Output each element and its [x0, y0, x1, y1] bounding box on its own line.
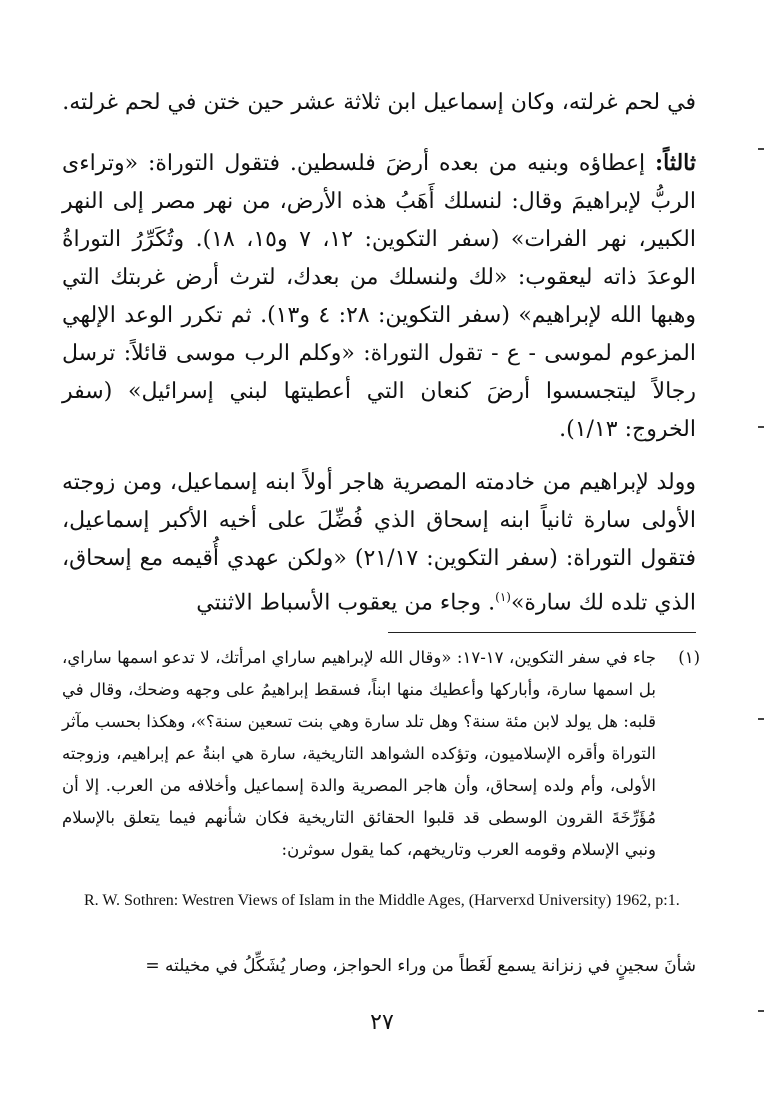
footnote-number: (١): [678, 648, 700, 667]
margin-mark: [758, 1010, 764, 1012]
footnote-reference: (١): [495, 590, 511, 604]
paragraph-3-text: وولد لإبراهيم من خادمته المصرية هاجر أولاً ابنه إسماعيل، ومن زوجته الأولى سارة ثانياً ابنه إسحاق الذي فُضِّلَ على أخيه الأكبر إسماعيل، فتقول التوراة: (سفر التكوين: ٢١/١٧) «ولكن عهدي أُقيمه مع إسحاق، الذي تلده لك سارة»: [62, 470, 696, 616]
paragraph-2: [62, 144, 696, 449]
margin-mark: [758, 426, 764, 428]
footnote-reference-citation: R. W. Sothren: Westren Views of Islam in the Middle Ages, (Harverxd University) 1962, p:1.: [84, 892, 680, 909]
paragraph-1: في لحم غرلته، وكان إسماعيل ابن ثلاثة عشر حين ختن في لحم غرلته.: [62, 90, 696, 115]
paragraph-3: [62, 464, 696, 622]
paragraph-2-text: إعطاؤه وبنيه من بعده أرضَ فلسطين. فتقول التوراة: «وتراءى الربُّ لإبراهيمَ وقال: لنسلك أَهَبُ هذه الأرض، من نهر مصر إلى النهر الكبير، نهر الفرات» (سفر التكوين: ١٢، ٧ و١٥، ١٨). وتُكَرِّرُ التوراةُ الوعدَ ذاته ليعقوب: «لك ولنسلك من بعدك، لترث أرض غربتك التي وهبها الله لإبراهيم» (سفر التكوين: ٢٨: ٤ و١٣). ثم تكرر الوعد الإلهي المزعوم لموسى - ع - تقول التوراة: «وكلم الرب موسى قائلاً: ترسل رجالاً ليتجسسوا أرضَ كنعان التي أعطيتها لبني إسرائيل» (سفر الخروج: ١/١٣).: [62, 151, 697, 442]
page-number: ٢٧: [370, 1010, 394, 1035]
margin-mark: [758, 718, 764, 720]
paragraph-2-lead: ثالثاً:: [655, 150, 696, 176]
footnote-divider: [388, 632, 696, 633]
margin-mark: [758, 148, 764, 150]
footnote-continuation: شأنَ سجينٍ في زنزانة يسمع لَغَطاً من وراء الحواجز، وصار يُشَكِّلُ في مخيلته =: [145, 956, 696, 976]
paragraph-3-tail: . وجاء من يعقوب الأسباط الاثنتي: [196, 590, 496, 616]
footnote-1: [62, 642, 700, 866]
footnote-1-text: جاء في سفر التكوين، ١٧-١٧: «وقال الله لإبراهيم ساراي امرأتك، لا تدعو اسمها ساراي، بل اسمها سارة، وأباركها وأعطيك منها ابناً، فسقط إبراهيمُ على وجهه وضحك، وقال في قلبه: هل يولد لابن مئة سنة؟ وهل تلد سارة وهي بنت تسعين سنة؟»، وهكذا بحسب مآثر التوراة وأقره الإسلاميون، وتؤكده الشواهد التاريخية، سارة هي ابنةُ عم إبراهيم، وزوجته الأولى، وأم ولده إسحاق، وأن هاجر المصرية والدة إسماعيل وأخلافه من العرب. إلا أن مُؤَرِّخَةَ القرون الوسطى قد قلبوا الحقائق التاريخية فكان شأنهم فيما يتعلق بالإسلام ونبي الإسلام وقومه العرب وتاريخهم، كما يقول سوثرن:: [62, 648, 656, 859]
